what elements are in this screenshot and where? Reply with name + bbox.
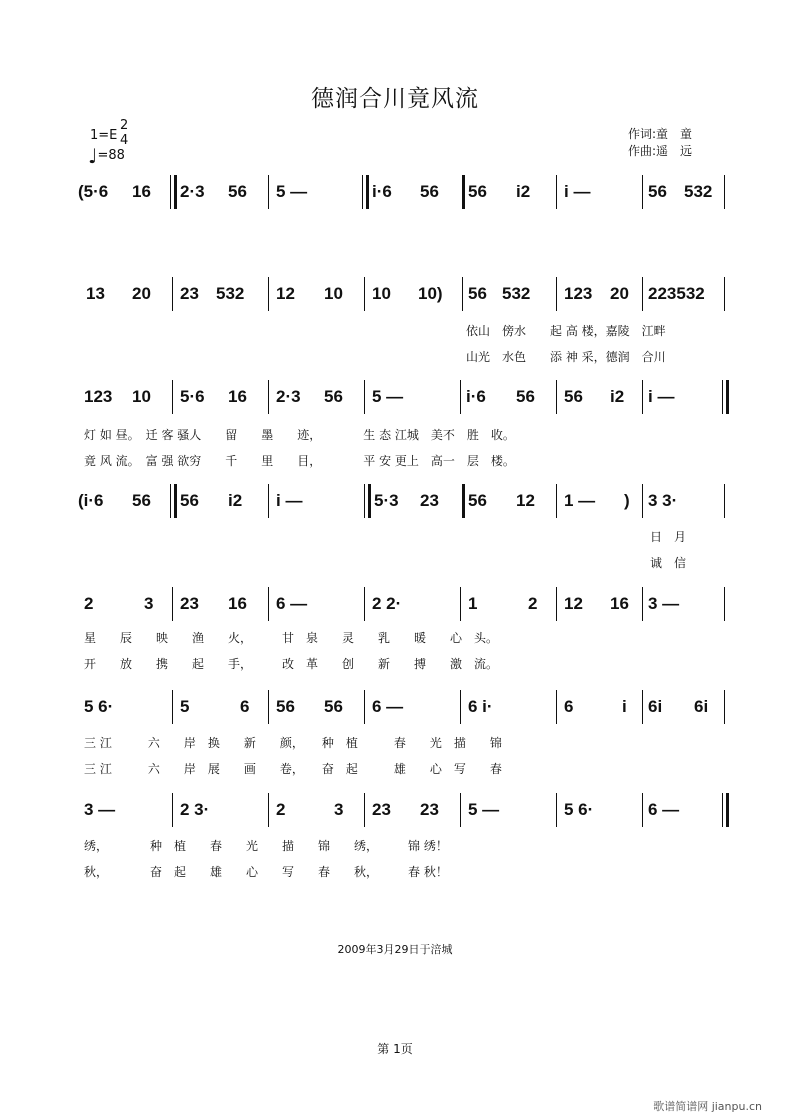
notes: 10): [418, 284, 443, 303]
page-number: 第 1页: [377, 1042, 413, 1056]
music-line: [0, 175, 790, 211]
barline: [364, 380, 365, 414]
barline: [556, 793, 557, 827]
lyric-verse-1: 绣， 种 植 春 光 描 锦 绣， 锦 绣！: [84, 839, 448, 853]
notes: 56: [468, 491, 487, 510]
barline: [724, 277, 725, 311]
notes: 5 —: [468, 800, 500, 819]
barline: [268, 587, 269, 621]
notes: 2: [84, 594, 94, 613]
quarter-note-icon: ♩: [88, 144, 98, 168]
lyric-verse-1: 星 辰 映 渔 火， 甘 泉 灵 乳 暖 心 头。: [84, 631, 499, 645]
lyric-verse-2: 山光 水色 添 神 采，德润 合川: [466, 350, 666, 364]
notes: 5 —: [372, 387, 404, 406]
notes: 6: [240, 697, 250, 716]
notes: 1: [468, 594, 478, 613]
barline: [642, 793, 643, 827]
notes: 12: [564, 594, 583, 613]
notes: 23: [180, 284, 199, 303]
music-line: [0, 793, 790, 829]
barline: [364, 277, 365, 311]
watermark: 歌谱简谱网 jianpu.cn: [653, 1100, 762, 1113]
notes: 20: [610, 284, 629, 303]
barline: [724, 175, 725, 209]
barline: [268, 175, 269, 209]
barline: [268, 484, 269, 518]
double-barline: [366, 175, 369, 209]
barline: [268, 277, 269, 311]
credits: [628, 126, 692, 160]
notes: i2: [610, 387, 625, 406]
notes: i —: [564, 182, 591, 201]
notes: 23: [372, 800, 391, 819]
barline: [556, 484, 557, 518]
time-signature-bottom: 4: [120, 133, 129, 148]
notes: 12: [516, 491, 535, 510]
notes: 123: [84, 387, 113, 406]
notes: 16: [228, 387, 247, 406]
notes: 20: [132, 284, 151, 303]
notes: (i·6: [78, 491, 104, 510]
notes: 5 —: [276, 182, 308, 201]
song-title: 德润合川竟风流: [311, 86, 479, 112]
notes: 56: [564, 387, 583, 406]
notes: i·6: [372, 182, 392, 201]
barline: [460, 690, 461, 724]
notes: 56: [468, 182, 487, 201]
notes: 5: [180, 697, 190, 716]
notes: 16: [132, 182, 151, 201]
barline: [268, 380, 269, 414]
notes: 12: [276, 284, 295, 303]
lyricist: 作词:童 童: [628, 127, 693, 141]
lyric-verse-2: 秋， 奋 起 雄 心 写 春 秋， 春 秋！: [84, 865, 448, 879]
repeat-barline: [174, 175, 177, 209]
lyric-verse-1: 三 江 六 岸 换 新 颜， 种 植 春 光 描 锦: [84, 736, 502, 750]
notes: 56: [324, 387, 343, 406]
notes: 5·6: [180, 387, 205, 406]
barline: [460, 380, 461, 414]
notes: i2: [228, 491, 243, 510]
barline: [268, 690, 269, 724]
barline: [462, 277, 463, 311]
barline: [364, 690, 365, 724]
barline: [170, 484, 171, 518]
repeat-barline: [462, 175, 465, 209]
composer: 作曲:遥 远: [628, 144, 693, 158]
notes: 56: [648, 182, 667, 201]
repeat-barline: [174, 484, 177, 518]
notes: 3 —: [84, 800, 116, 819]
barline: [724, 587, 725, 621]
notes: 532: [684, 182, 713, 201]
notes: 2: [276, 800, 286, 819]
notes: 5 6·: [84, 697, 114, 716]
barline: [642, 587, 643, 621]
barline: [642, 277, 643, 311]
lyric-verse-1: 灯 如 昼。 迁 客 骚人 留 墨 迹， 生 态 江城 美不 胜 收。: [84, 428, 515, 442]
barline: [268, 793, 269, 827]
notes: i —: [648, 387, 675, 406]
notes: 123: [564, 284, 593, 303]
notes: 1 —: [564, 491, 596, 510]
notes: 13: [86, 284, 105, 303]
tempo-marking: [88, 144, 125, 168]
barline: [170, 175, 171, 209]
notes: 56: [132, 491, 151, 510]
barline: [172, 277, 173, 311]
lyric-verse-2: 三 江 六 岸 展 画 卷， 奋 起 雄 心 写 春: [84, 762, 502, 776]
lyric-verse-2: 诚 信: [650, 556, 687, 570]
notes: 2·3: [276, 387, 301, 406]
notes: 56: [516, 387, 535, 406]
barline: [364, 793, 365, 827]
notes: 56: [228, 182, 247, 201]
notes: 3 3·: [648, 491, 678, 510]
notes: 2: [528, 594, 538, 613]
notes: i·6: [466, 387, 486, 406]
notes: 6 —: [372, 697, 404, 716]
notes: 223532: [648, 284, 705, 303]
repeat-end-barline: [726, 380, 729, 414]
barline: [556, 380, 557, 414]
notes: 23: [180, 594, 199, 613]
notes: 6i: [694, 697, 709, 716]
notes: 56: [324, 697, 343, 716]
lyric-verse-2: 竟 风 流。 富 强 欲穷 千 里 目， 平 安 更上 高一 层 楼。: [84, 454, 515, 468]
barline: [460, 793, 461, 827]
barline: [172, 690, 173, 724]
barline: [556, 175, 557, 209]
notes: 2 3·: [180, 800, 210, 819]
notes: i —: [276, 491, 303, 510]
barline: [642, 380, 643, 414]
barline: [642, 484, 643, 518]
notes: 10: [132, 387, 151, 406]
tempo-value: =88: [97, 148, 125, 163]
composition-date: 2009年3月29日于涪城: [337, 943, 453, 956]
notes: 5·3: [374, 491, 399, 510]
repeat-barline: [462, 484, 465, 518]
notes: 532: [216, 284, 245, 303]
final-barline-thick: [726, 793, 729, 827]
notes: (5·6: [78, 182, 109, 201]
notes: 2·3: [180, 182, 205, 201]
double-barline: [368, 484, 371, 518]
music-line: [0, 380, 790, 416]
barline: [172, 587, 173, 621]
time-signature-top: 2: [120, 118, 129, 133]
barline: [642, 690, 643, 724]
final-barline: [722, 793, 723, 827]
barline: [364, 587, 365, 621]
notes: 16: [228, 594, 247, 613]
barline: [364, 484, 365, 518]
notes: 6: [564, 697, 574, 716]
notes: 23: [420, 800, 439, 819]
barline: [724, 484, 725, 518]
notes: 3: [334, 800, 344, 819]
notes: ): [624, 491, 630, 510]
music-line: [0, 277, 790, 313]
music-line: [0, 587, 790, 623]
notes: 23: [420, 491, 439, 510]
lyric-verse-1: 日 月: [650, 530, 687, 544]
barline: [172, 380, 173, 414]
notes: 6 —: [648, 800, 680, 819]
notes: 6 i·: [468, 697, 493, 716]
barline: [556, 690, 557, 724]
lyric-verse-2: 开 放 携 起 手， 改 革 创 新 搏 激 流。: [84, 657, 499, 671]
notes: 10: [372, 284, 391, 303]
lyric-verse-1: 依山 傍水 起 高 楼，嘉陵 江畔: [466, 324, 666, 338]
notes: 5 6·: [564, 800, 594, 819]
barline: [642, 175, 643, 209]
barline: [362, 175, 363, 209]
music-line: [0, 484, 790, 520]
notes: 6i: [648, 697, 663, 716]
key-signature: 1=E: [90, 128, 118, 143]
notes: 532: [502, 284, 531, 303]
barline: [556, 587, 557, 621]
music-line: [0, 690, 790, 726]
notes: 56: [180, 491, 199, 510]
barline: [460, 587, 461, 621]
notes: 3 —: [648, 594, 680, 613]
notes: i2: [516, 182, 531, 201]
barline: [722, 380, 723, 414]
notes: 10: [324, 284, 343, 303]
notes: i: [622, 697, 627, 716]
notes: 6 —: [276, 594, 308, 613]
notes: 16: [610, 594, 629, 613]
notes: 56: [276, 697, 295, 716]
notes: 56: [468, 284, 487, 303]
barline: [172, 793, 173, 827]
notes: 56: [420, 182, 439, 201]
barline: [556, 277, 557, 311]
notes: 3: [144, 594, 154, 613]
notes: 2 2·: [372, 594, 402, 613]
barline: [724, 690, 725, 724]
